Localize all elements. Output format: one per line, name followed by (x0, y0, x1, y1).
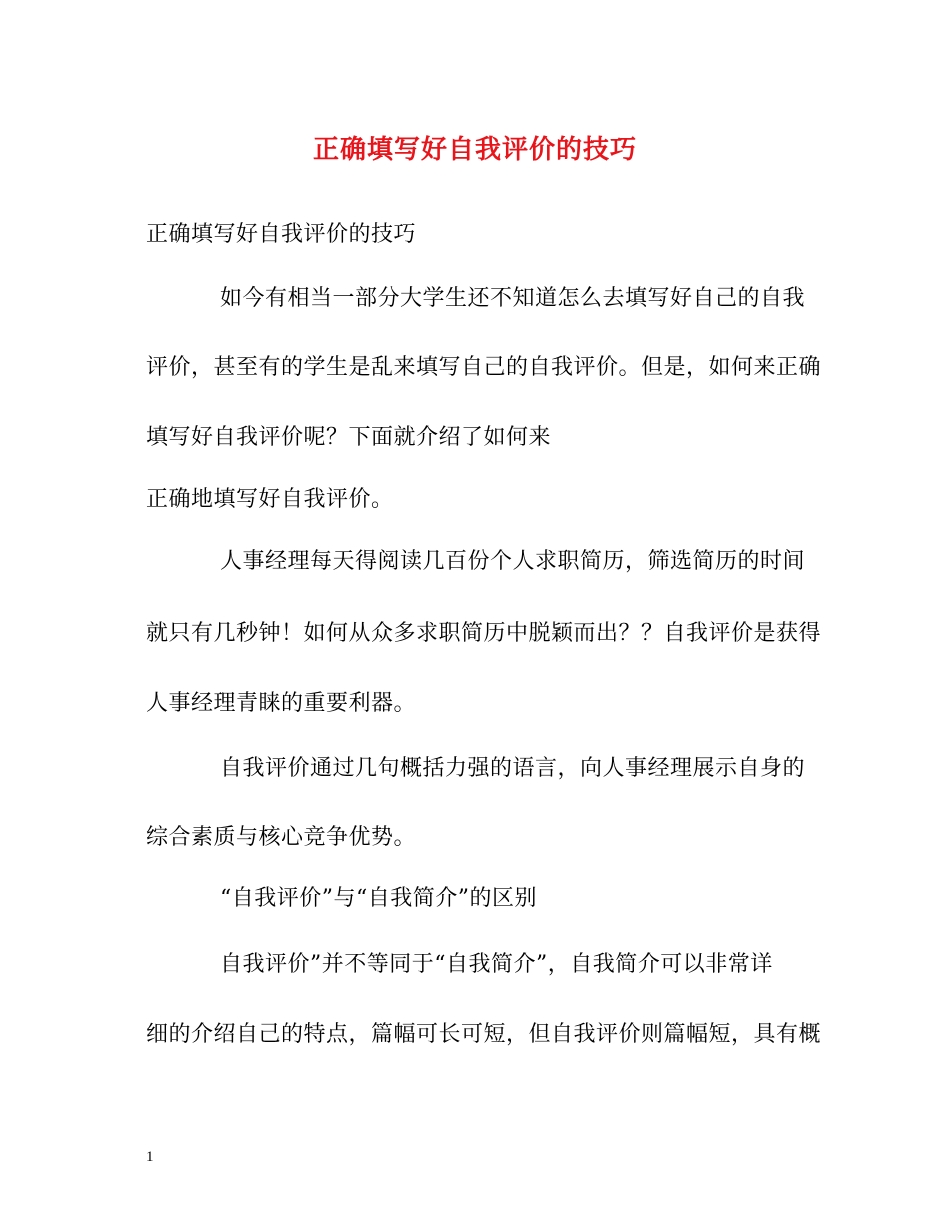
page-number: 1 (146, 1149, 154, 1165)
subtitle-line: 正确填写好自我评价的技巧 (146, 222, 417, 247)
paragraph-line: 就只有几秒钟！如何从众多求职简历中脱颖而出？？自我评价是获得 (146, 621, 822, 646)
document-title: 正确填写好自我评价的技巧 (312, 135, 637, 165)
paragraph-line: 人事经理青睐的重要利器。 (146, 691, 417, 716)
paragraph-line: 自我评价”并不等同于“自我简介”，自我简介可以非常详 (220, 952, 773, 977)
paragraph-line: 人事经理每天得阅读几百份个人求职简历，筛选简历的时间 (220, 549, 806, 574)
paragraph-line: 综合素质与核心竞争优势。 (146, 825, 417, 850)
section-heading-line: “自我评价”与“自我简介”的区别 (220, 886, 537, 911)
paragraph-line: 细的介绍自己的特点，篇幅可长可短，但自我评价则篇幅短，具有概 (146, 1022, 822, 1047)
paragraph-line: 自我评价通过几句概括力强的语言，向人事经理展示自身的 (220, 756, 806, 781)
paragraph-line: 填写好自我评价呢？下面就介绍了如何来 (146, 425, 552, 450)
paragraph-line: 评价，甚至有的学生是乱来填写自己的自我评价。但是，如何来正确 (146, 355, 822, 380)
paragraph-line: 如今有相当一部分大学生还不知道怎么去填写好自己的自我 (220, 286, 806, 311)
paragraph-line: 正确地填写好自我评价。 (146, 487, 394, 512)
